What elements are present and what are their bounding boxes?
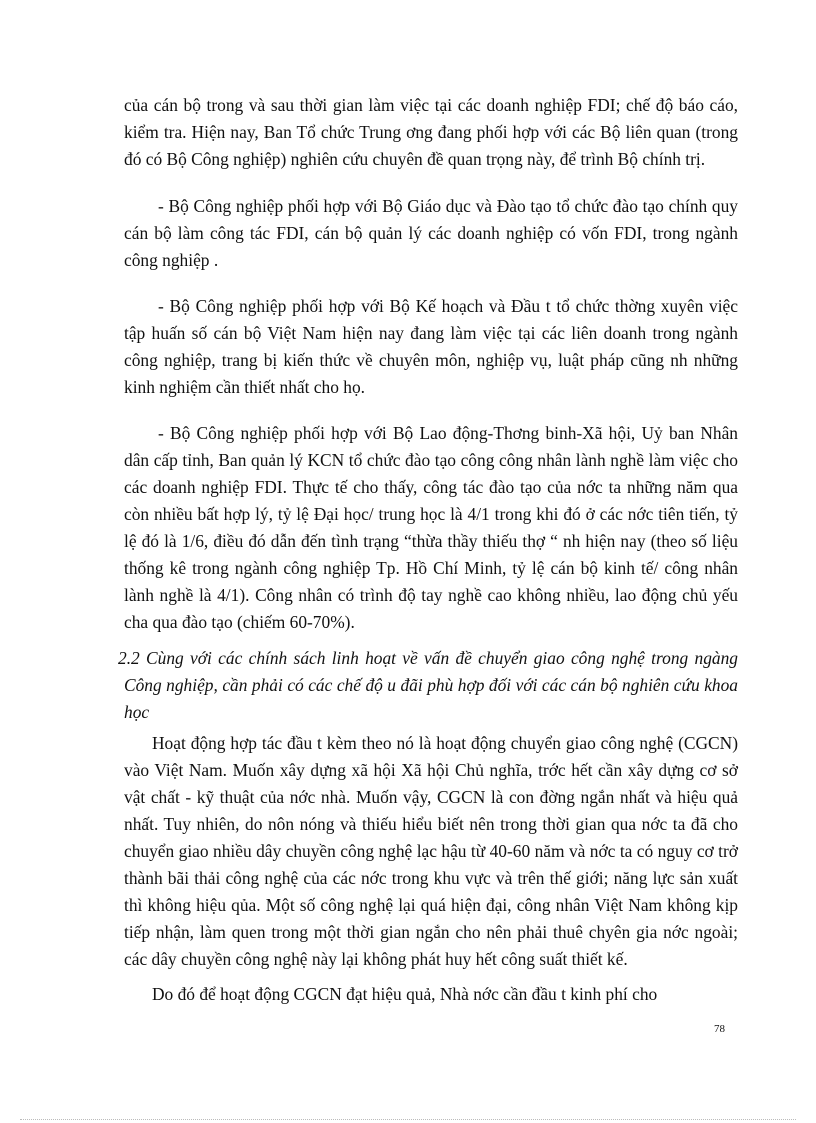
paragraph-5: Hoạt động hợp tác đầu t kèm theo nó là hoạt động chuyển giao công nghệ (CGCN) vào Việt Nam. Muốn xây dựng xã hội Xã hội Chủ nghĩa, trớc hết cần xây dựng cơ sở vật chất - kỹ thuật của nớc nhà. Muốn vậy, CGCN là con đờng ngắn nhất và hiệu quả nhất. Tuy nhiên, do nôn nóng và thiếu hiểu biết nên trong thời gian qua nớc ta đã cho chuyển giao nhiều dây chuyền công nghệ lạc hậu từ 40-60 năm và nớc ta có nguy cơ trở thành bãi thải công nghệ của các nớc trong khu vực và trên thế giới; năng lực sản xuất thì không hiệu qủa. Một số công nghệ lại quá hiện đại, công nhân Việt Nam không kịp tiếp nhận, làm quen trong một thời gian ngắn cho nên phải thuê chyên gia nớc ngoài; các dây chuyền công nghệ này lại không phát huy hết công suất thiết kế. — [124, 733, 738, 969]
paragraph-2: - Bộ Công nghiệp phối hợp với Bộ Giáo dục và Đào tạo tổ chức đào tạo chính quy cán bộ làm công tác FDI, cán bộ quản lý các doanh nghiệp có vốn FDI, trong ngành công nghiệp . — [124, 196, 738, 270]
paragraph-1: của cán bộ trong và sau thời gian làm việc tại các doanh nghiệp FDI; chế độ báo cáo, kiểm tra. Hiện nay, Ban Tổ chức Trung ơng đang phối hợp với các Bộ liên quan (trong đó có Bộ Công nghiệp) nghiên cứu chuyên đề quan trọng này, để trình Bộ chính trị. — [124, 95, 738, 169]
paragraph-4: - Bộ Công nghiệp phối hợp với Bộ Lao động-Thơng binh-Xã hội, Uỷ ban Nhân dân cấp tỉnh, Ban quản lý KCN tổ chức đào tạo công công nhân lành nghề làm việc cho các doanh nghiệp FDI. Thực tế cho thấy, công tác đào tạo của nớc ta những năm qua còn nhiều bất hợp lý, tỷ lệ Đại học/ trung học là 4/1 trong khi đó ở các nớc tiên tiến, tỷ lệ đó là 1/6, điều đó dẫn đến tình trạng “thừa thầy thiếu thợ “ nh hiện nay (theo số liệu thống kê trong ngành công nghiệp Tp. Hồ Chí Minh, tỷ lệ cán bộ kinh tế/ công nhân lành nghề là 4/1). Công nhân có trình độ tay nghề cao không nhiều, lao động chủ yếu cha qua đào tạo (chiếm 60-70%). — [124, 423, 738, 632]
paragraph-6: Do đó để hoạt động CGCN đạt hiệu quả, Nhà nớc cần đầu t kinh phí cho — [152, 984, 658, 1004]
page-bottom-border — [20, 1119, 796, 1120]
page-number: 78 — [714, 1023, 725, 1035]
section-heading: 2.2 Cùng với các chính sách linh hoạt về vấn đề chuyển giao công nghệ trong ngàng Công nghiệp, cần phải có các chế độ u đãi phù hợp đối với các cán bộ nghiên cứu khoa học — [118, 648, 738, 722]
document-page — [118, 92, 738, 1008]
paragraph-3: - Bộ Công nghiệp phối hợp với Bộ Kế hoạch và Đầu t tổ chức thờng xuyên việc tập huấn số cán bộ Việt Nam hiện nay đang làm việc tại các liên doanh trong ngành công nghiệp, trang bị kiến thức về chuyên môn, nghiệp vụ, luật pháp cũng nh những kinh nghiệm cần thiết nhất cho họ. — [124, 296, 738, 397]
